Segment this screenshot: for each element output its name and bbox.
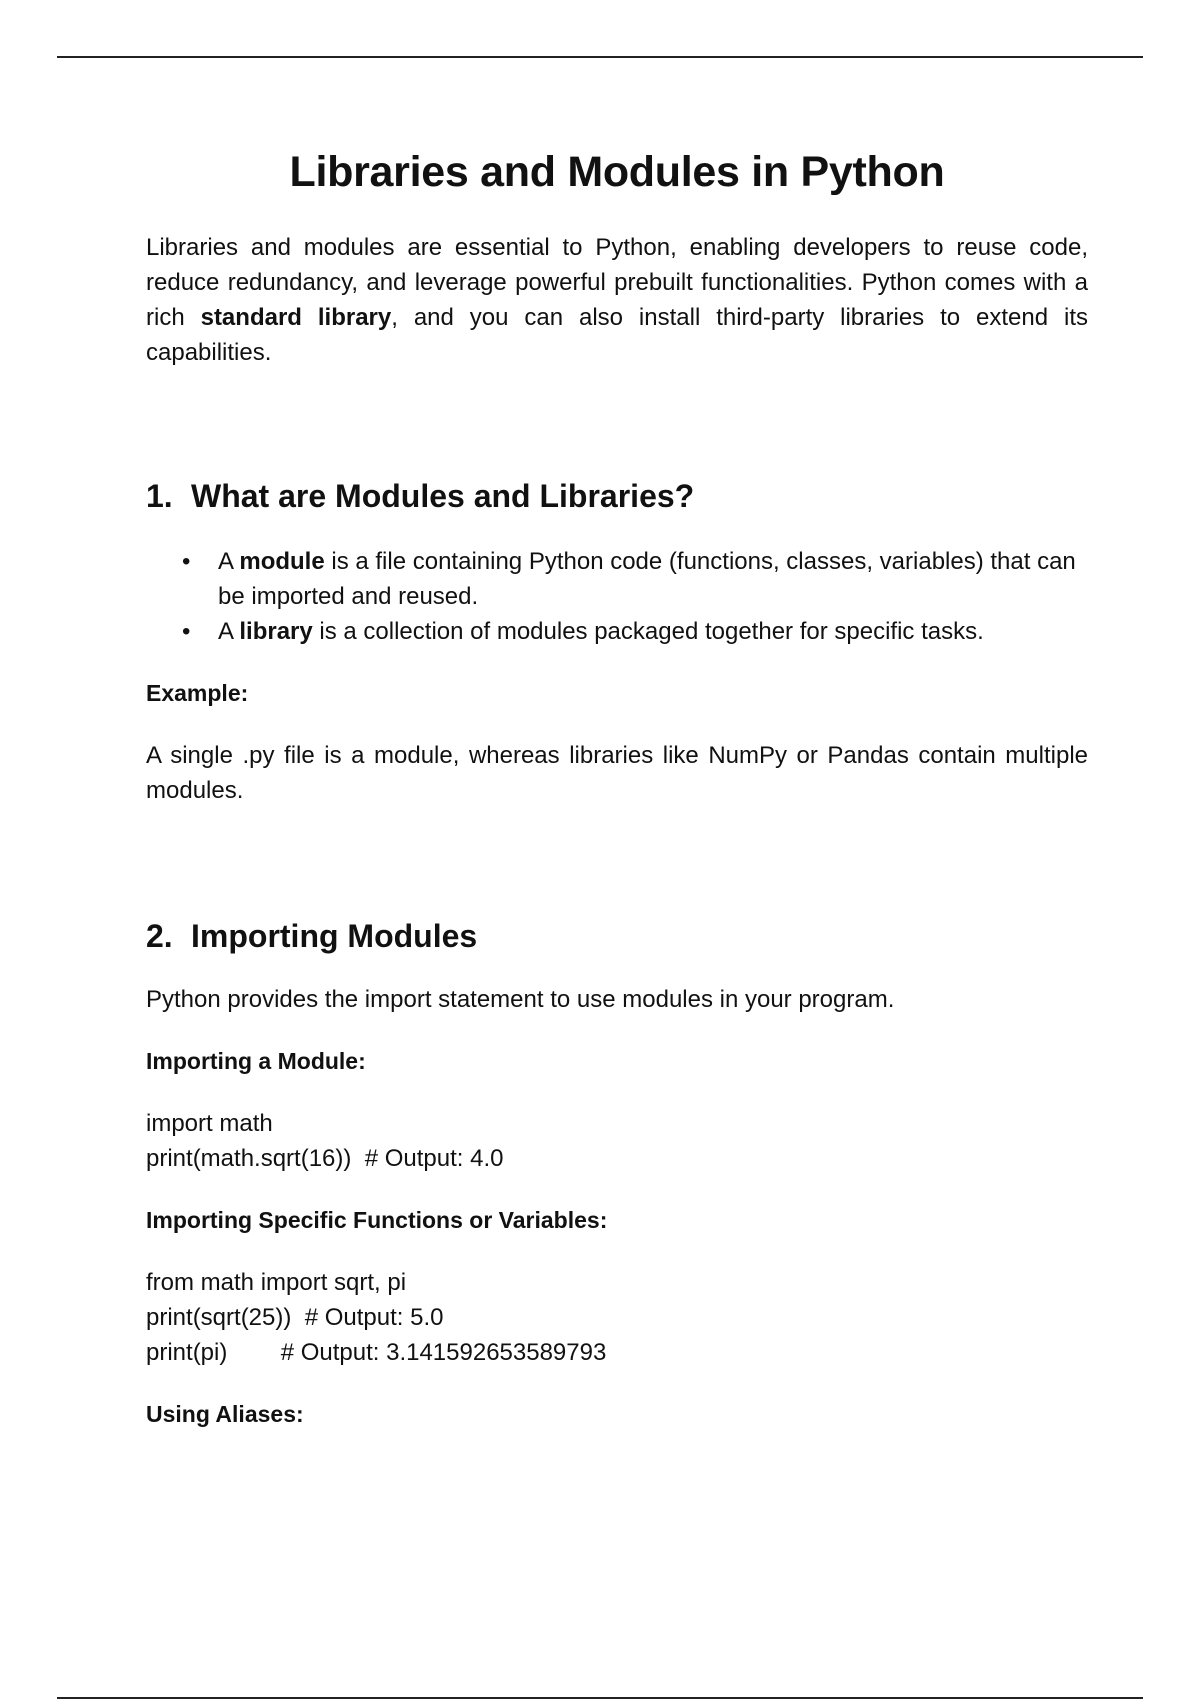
code-line: print(pi) # Output: 3.141592653589793 [146,1339,607,1366]
bullet-icon: • [182,618,191,645]
bullet-text-pre: A [218,618,240,645]
intro-text-1: Libraries and modules are essential to Python, enabling developers to reuse code, reduce redundancy, and leverage powerful prebuilt functionalities. Python comes with a rich [146,234,1088,331]
code-line: from math import sqrt, pi [146,1269,407,1296]
intro-text-2: , and you can also install third-party libraries to extend its capabilities. [146,304,1088,366]
intro-bold-term: standard library [200,304,392,331]
page-title: Libraries and Modules in Python [289,148,945,196]
header-rule [57,56,1143,58]
intro-paragraph [146,230,1088,370]
section-2-intro: Python provides the import statement to use modules in your program. [146,986,895,1013]
list-item [146,544,1088,614]
definitions-list [146,544,1088,649]
example-label: Example: [146,680,249,706]
code-line: import math [146,1110,273,1137]
list-item [146,614,1088,649]
aliases-label: Using Aliases: [146,1401,304,1427]
bullet-bold-term: module [239,548,325,575]
bullet-text-post: is a collection of modules packaged together for specific tasks. [312,618,984,645]
bullet-icon: • [182,548,191,575]
section-1-title: What are Modules and Libraries? [191,478,695,514]
code-line: print(sqrt(25)) # Output: 5.0 [146,1304,444,1331]
section-1-heading [146,470,1088,522]
code-line: print(math.sqrt(16)) # Output: 4.0 [146,1145,504,1172]
example-text: A single .py file is a module, whereas libraries like NumPy or Pandas contain multiple modules. [146,742,1088,804]
import-specific-label: Importing Specific Functions or Variables: [146,1207,608,1233]
section-2-heading [146,910,1088,962]
section-2-title: Importing Modules [191,918,478,954]
section-1-number: 1. [146,478,173,514]
section-2-number: 2. [146,918,173,954]
import-module-label: Importing a Module: [146,1048,366,1074]
bullet-text-post: is a file containing Python code (functions, classes, variables) that can be imported and reused. [218,548,1076,610]
document-body [146,140,1088,1432]
bullet-text-pre: A [218,548,240,575]
bullet-bold-term: library [239,618,313,645]
footer-rule [57,1697,1143,1699]
